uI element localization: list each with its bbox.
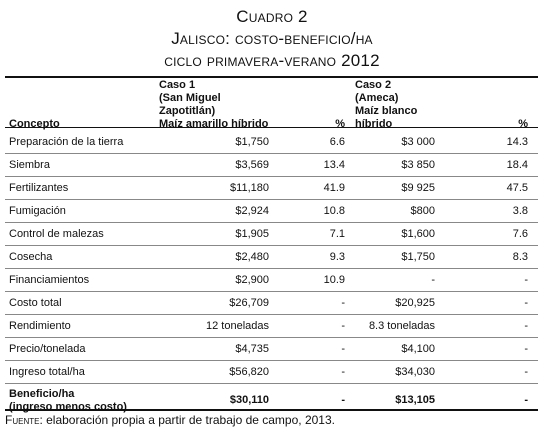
benefit-concept-line1: Beneficio/ha [9, 387, 75, 400]
table-row [5, 269, 538, 292]
row-caso1-pct: 7.1 [269, 223, 355, 246]
table-row [5, 315, 538, 338]
row-caso2-pct: 8.3 [435, 246, 538, 269]
source-note [5, 413, 335, 427]
row-caso1-value: $11,180 [159, 177, 269, 200]
row-caso1-pct: - [269, 315, 355, 338]
row-caso1-pct: - [269, 361, 355, 384]
header-caso2 [355, 79, 435, 131]
row-caso2-value: $34,030 [355, 361, 435, 384]
table-row [5, 131, 538, 154]
row-caso1-value: $56,820 [159, 361, 269, 384]
row-caso2-value: 8.3 toneladas [355, 315, 435, 338]
row-caso1-pct: 9.3 [269, 246, 355, 269]
header-caso2-line1: Caso 2 [355, 79, 392, 91]
top-rule [5, 76, 538, 78]
title-line-2: Jalisco: costo-beneficio/ha [171, 29, 373, 48]
header-caso1-line1: Caso 1 [159, 79, 196, 91]
row-caso1-pct: - [269, 292, 355, 315]
row-caso2-value: $800 [355, 200, 435, 223]
row-caso1-pct: 13.4 [269, 154, 355, 177]
row-caso1-value: 12 toneladas [159, 315, 269, 338]
row-caso2-pct: 18.4 [435, 154, 538, 177]
title-line-1: Cuadro 2 [236, 7, 308, 26]
title-line-3: ciclo primavera-verano 2012 [164, 51, 380, 70]
header-caso1 [159, 79, 269, 131]
table-row [5, 246, 538, 269]
header-concept: Concepto [9, 118, 60, 130]
row-caso2-value: $1,750 [355, 246, 435, 269]
table-row [5, 338, 538, 361]
row-concept: Preparación de la tierra [5, 131, 159, 154]
row-caso2-pct: 14.3 [435, 131, 538, 154]
row-concept: Siembra [5, 154, 159, 177]
row-caso1-pct: 10.8 [269, 200, 355, 223]
row-caso1-value: $2,924 [159, 200, 269, 223]
benefit-concept [5, 384, 159, 418]
row-concept: Financiamientos [5, 269, 159, 292]
row-concept: Fumigación [5, 200, 159, 223]
row-caso2-value: $3 850 [355, 154, 435, 177]
row-caso2-pct: - [435, 315, 538, 338]
row-caso1-pct: 41.9 [269, 177, 355, 200]
table-row [5, 361, 538, 384]
row-caso1-value: $2,900 [159, 269, 269, 292]
header-caso1-line2: (San Miguel Zapotitlán) [159, 92, 221, 117]
table-row [5, 200, 538, 223]
row-caso1-value: $1,750 [159, 131, 269, 154]
source-label: Fuente [5, 413, 40, 427]
header-row [5, 79, 538, 131]
benefit-caso2-value: $13,105 [395, 394, 435, 406]
header-pct2: % [518, 118, 528, 130]
row-concept: Precio/tonelada [5, 338, 159, 361]
row-caso2-value: $20,925 [355, 292, 435, 315]
row-concept: Costo total [5, 292, 159, 315]
row-caso1-pct: 6.6 [269, 131, 355, 154]
row-caso1-value: $26,709 [159, 292, 269, 315]
table-row [5, 177, 538, 200]
row-concept: Rendimiento [5, 315, 159, 338]
row-caso1-value: $1,905 [159, 223, 269, 246]
row-caso2-value: $9 925 [355, 177, 435, 200]
benefit-caso2-pct: - [524, 394, 528, 406]
table-row [5, 223, 538, 246]
total-benefit-row [5, 384, 538, 418]
header-caso1-line3: Maíz amarillo híbrido [159, 118, 269, 130]
row-caso1-pct: 10.9 [269, 269, 355, 292]
row-caso2-value: - [355, 269, 435, 292]
row-caso2-value: $3 000 [355, 131, 435, 154]
row-caso1-value: $3,569 [159, 154, 269, 177]
row-caso2-pct: - [435, 338, 538, 361]
row-concept: Fertilizantes [5, 177, 159, 200]
source-text: : elaboración propia a partir de trabajo de campo, 2013. [39, 413, 335, 427]
table-title [0, 6, 544, 72]
row-caso2-pct: - [435, 292, 538, 315]
row-concept: Ingreso total/ha [5, 361, 159, 384]
row-caso2-pct: - [435, 269, 538, 292]
header-caso2-line3: Maíz blanco híbrido [355, 105, 418, 130]
row-concept: Cosecha [5, 246, 159, 269]
row-caso2-pct: 3.8 [435, 200, 538, 223]
header-pct1: % [335, 118, 345, 130]
cost-benefit-table [5, 79, 538, 417]
row-caso2-value: $4,100 [355, 338, 435, 361]
row-concept: Control de malezas [5, 223, 159, 246]
row-caso1-pct: - [269, 338, 355, 361]
row-caso2-pct: 47.5 [435, 177, 538, 200]
table-row [5, 154, 538, 177]
row-caso1-value: $2,480 [159, 246, 269, 269]
row-caso2-pct: 7.6 [435, 223, 538, 246]
benefit-concept-line2: (ingreso menos costo) [9, 400, 127, 413]
benefit-caso1-value: $30,110 [229, 394, 269, 406]
row-caso2-pct: - [435, 361, 538, 384]
row-caso2-value: $1,600 [355, 223, 435, 246]
header-caso2-line2: (Ameca) [355, 92, 399, 104]
table-row [5, 292, 538, 315]
row-caso1-value: $4,735 [159, 338, 269, 361]
benefit-caso1-pct: - [341, 394, 345, 406]
